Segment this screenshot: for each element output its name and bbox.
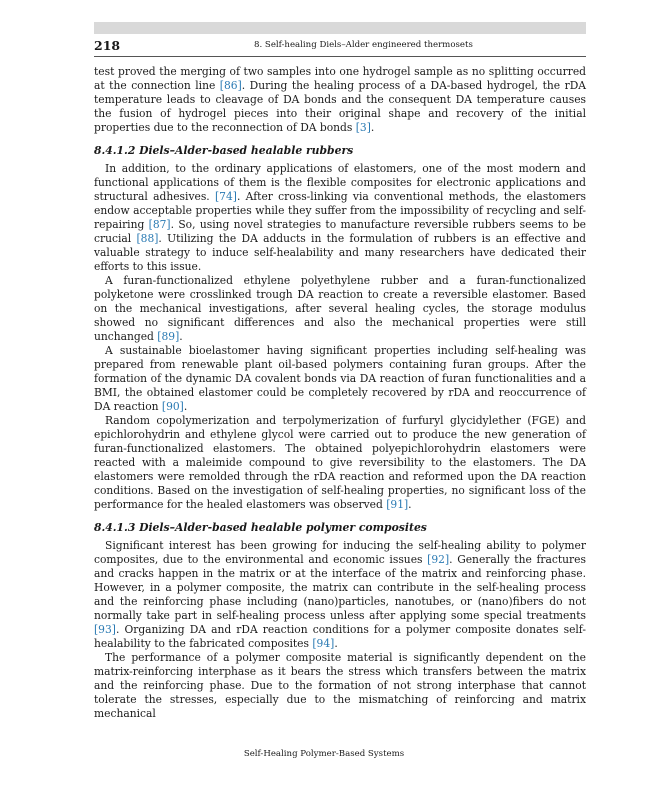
page-body [94,65,586,721]
section-heading-composites: 8.4.1.3 Diels–Alder-based healable polymer composites [94,521,427,534]
paragraph [94,65,586,135]
text-run: . Utilizing the DA adducts in the formulation of rubbers is an effective and valuable strategy to induce self-healability and many researchers have dedicated their efforts to this issue. [94,232,586,273]
text-run: . [370,121,375,134]
text-run: A furan-functionalized ethylene polyethylene rubber and a furan-functionalized polyketone were crosslinked trough DA reaction to create a reversible elastomer. Based on the mechanical investigations, after several healing cycles, the storage modulus showed no significant differences and also the mechanical properties were still unchanged [94,274,586,343]
paragraph [94,162,586,274]
text-run: . [183,400,188,413]
citation-link[interactable]: [3] [355,121,371,134]
top-gray-bar [94,22,586,34]
paragraph [94,344,586,414]
text-run: In addition, to the ordinary applications of elastomers, one of the most modern and functional applications of them is the flexible composites for electronic applications and structural adhesives. [94,162,586,203]
paragraph [94,539,586,651]
text-run: . [334,637,338,650]
text-run: Significant interest has been growing for inducing the self-healing ability to polymer composites, due to the environmental and economic issues [94,539,586,566]
page-header [94,38,586,57]
citation-link[interactable]: [94] [312,637,335,650]
text-run: . Generally the fractures and cracks happen in the matrix or at the interface of the matrix and reinforcing phase. However, in a polymer composite, the matrix can contribute in the self-healing process and the reinforcing phase including (nano)particles, nanotubes, or (nano)fibers do not normally take part in self-healing process unless after applying some special treatments [94,553,586,622]
citation-link[interactable]: [74] [215,190,237,203]
text-run: test proved the merging of two samples into one hydrogel sample as no splitting occurred at the connection line [94,65,586,92]
text-run: Random copolymerization and terpolymerization of furfuryl glycidylether (FGE) and epichlorohydrin and ethylene glycol were carried out to produce the new generation of furan-functionalized elastomers. The obtained polyepichlorohydrin elastomers were reacted with a maleimide compound to give reversibility to the elastomers. The DA elastomers were remolded through the rDA reaction and reformed upon the DA reaction conditions. Based on the investigation of self-healing properties, no significant loss of the performance for the healed elastomers was observed [94,414,586,511]
text-run: . Organizing DA and rDA reaction conditions for a polymer composite donates self-healability to the fabricated composites [94,623,586,650]
text-run: The performance of a polymer composite material is significantly dependent on the matrix-reinforcing interphase as it bears the stress which transfers between the matrix and the reinforcing phase. Due to the formation of not strong interphase that cannot tolerate the stresses, especially due to the mismatching of reinforcing and matrix mechanical [94,651,586,720]
text-run: . During the healing process of a DA-based hydrogel, the rDA temperature leads to cleavage of DA bonds and the consequent DA temperature causes the fusion of hydrogel pieces into their original shape and recovery of the initial properties due to the reconnection of DA bonds [94,79,586,134]
section-heading-rubbers: 8.4.1.2 Diels–Alder-based healable rubbers [94,144,354,157]
text-run: . [179,330,183,343]
text-run: . After cross-linking via conventional methods, the elastomers endow acceptable properties while they suffer from the impossibility of recycling and self-repairing [94,190,587,231]
paragraph [94,651,586,721]
citation-link[interactable]: [89] [157,330,180,343]
page-footer: Self-Healing Polymer-Based Systems [243,749,405,759]
citation-link[interactable]: [87] [148,218,171,231]
citation-link[interactable]: [91] [386,498,409,511]
citation-link[interactable]: [92] [427,553,450,566]
paragraph [94,274,586,344]
running-title: 8. Self-healing Diels–Alder engineered thermosets [254,40,473,50]
text-run: . [408,498,412,511]
text-run: . So, using novel strategies to manufacture reversible rubbers seems to be crucial [94,218,586,245]
citation-link[interactable]: [86] [219,79,242,92]
citation-link[interactable]: [90] [161,400,184,413]
page-number: 218 [94,38,121,53]
citation-link[interactable]: [88] [136,232,159,245]
paragraph [94,414,586,512]
text-run: A sustainable bioelastomer having significant properties including self-healing was prepared from renewable plant oil-based polymers containing furan groups. After the formation of the dynamic DA covalent bonds via DA reaction of furan functionalities and a BMI, the obtained elastomer could be completely recovered by rDA and reoccurrence of DA reaction [94,344,586,413]
citation-link[interactable]: [93] [94,623,116,636]
